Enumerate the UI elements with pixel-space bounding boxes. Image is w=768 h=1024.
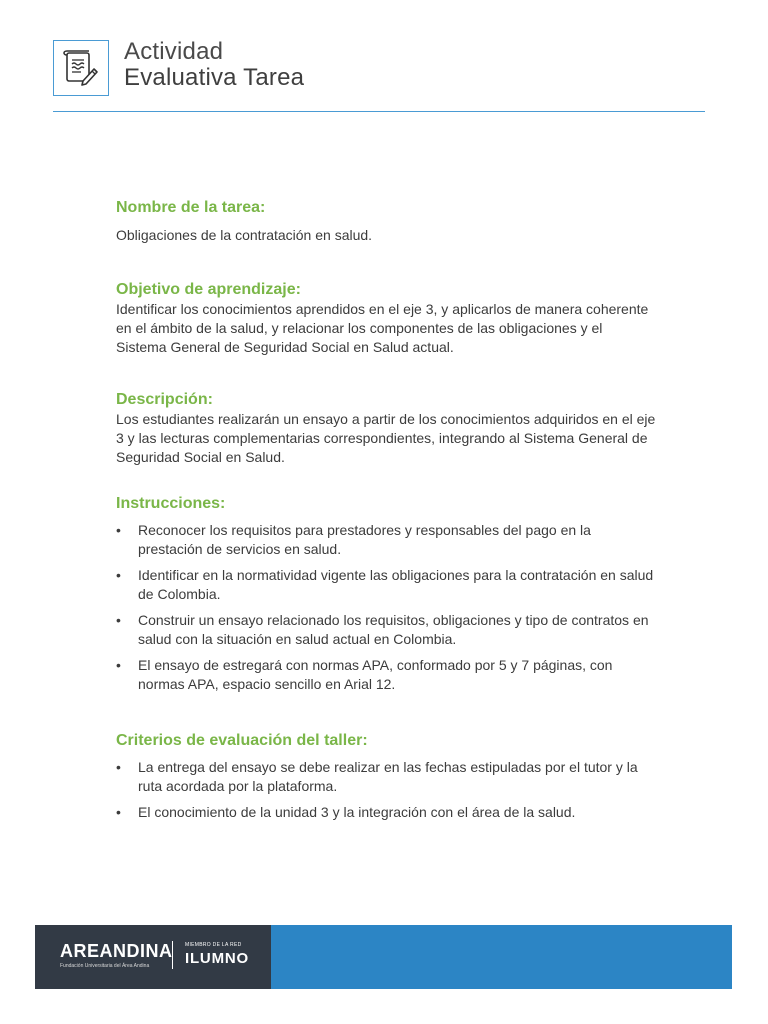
list-item — [116, 758, 656, 796]
list-item-text: La entrega del ensayo se debe realizar en las fechas estipuladas por el tutor y la ruta acordada por la plataforma. — [138, 759, 638, 794]
list-item-text: El conocimiento de la unidad 3 y la integración con el área de la salud. — [138, 804, 576, 820]
header-title-line2: Evaluativa Tarea — [124, 64, 305, 91]
bullet-icon: • — [116, 567, 121, 583]
areandina-subtitle: Fundación Universitaria del Área Andina — [60, 963, 150, 969]
section-nombre — [116, 198, 372, 245]
list-item — [116, 803, 656, 822]
section-title-nombre: Nombre de la tarea: — [116, 199, 266, 216]
bullet-icon: • — [116, 657, 121, 673]
description-text: Los estudiantes realizarán un ensayo a partir de los conocimientos adquiridos en el eje 3 y las lecturas complementarias correspondientes, integrando al Sistema General de Seguridad Social en Salud. — [116, 411, 656, 465]
document-pen-icon — [53, 40, 109, 96]
logo-divider — [172, 941, 173, 969]
section-title-criterios: Criterios de evaluación del taller: — [116, 732, 368, 749]
list-item-text: Reconocer los requisitos para prestadores y responsables del pago en la prestación de servicios en salud. — [138, 522, 591, 557]
member-text: MIEMBRO DE LA RED — [185, 942, 242, 948]
section-criterios — [116, 731, 656, 829]
footer-brand-panel — [35, 925, 271, 989]
list-item — [116, 656, 656, 694]
bullet-icon: • — [116, 804, 121, 820]
ilumno-logo: ILUMNO — [185, 950, 249, 967]
areandina-logo: AREANDINA — [60, 941, 173, 961]
section-title-instrucciones: Instrucciones: — [116, 495, 226, 512]
section-objetivo — [116, 280, 656, 357]
bullet-icon: • — [116, 612, 121, 628]
page-footer — [35, 925, 732, 989]
list-item — [116, 611, 656, 649]
section-instrucciones — [116, 494, 656, 701]
list-item — [116, 566, 656, 604]
page-header — [53, 38, 705, 112]
section-title-descripcion: Descripción: — [116, 391, 213, 408]
section-title-objetivo: Objetivo de aprendizaje: — [116, 281, 301, 298]
list-item-text: Identificar en la normatividad vigente las obligaciones para la contratación en salud de Colombia. — [138, 567, 654, 602]
list-item-text: El ensayo de estregará con normas APA, conformado por 5 y 7 páginas, con normas APA, espacio sencillo en Arial 12. — [138, 657, 613, 692]
objective-text: Identificar los conocimientos aprendidos en el eje 3, y aplicarlos de manera coherente en el ámbito de la salud, y relacionar los componentes de las obligaciones y el Sistema General de Seguridad Social en Salud actual. — [116, 301, 649, 355]
header-title-line1: Actividad — [124, 38, 224, 65]
bullet-icon: • — [116, 522, 121, 538]
task-name-text: Obligaciones de la contratación en salud. — [116, 227, 373, 243]
instructions-list — [116, 521, 656, 694]
section-descripcion — [116, 390, 656, 467]
list-item — [116, 521, 656, 559]
bullet-icon: • — [116, 759, 121, 775]
criteria-list — [116, 758, 656, 822]
list-item-text: Construir un ensayo relacionado los requisitos, obligaciones y tipo de contratos en salud con la situación en salud actual en Colombia. — [138, 612, 649, 647]
